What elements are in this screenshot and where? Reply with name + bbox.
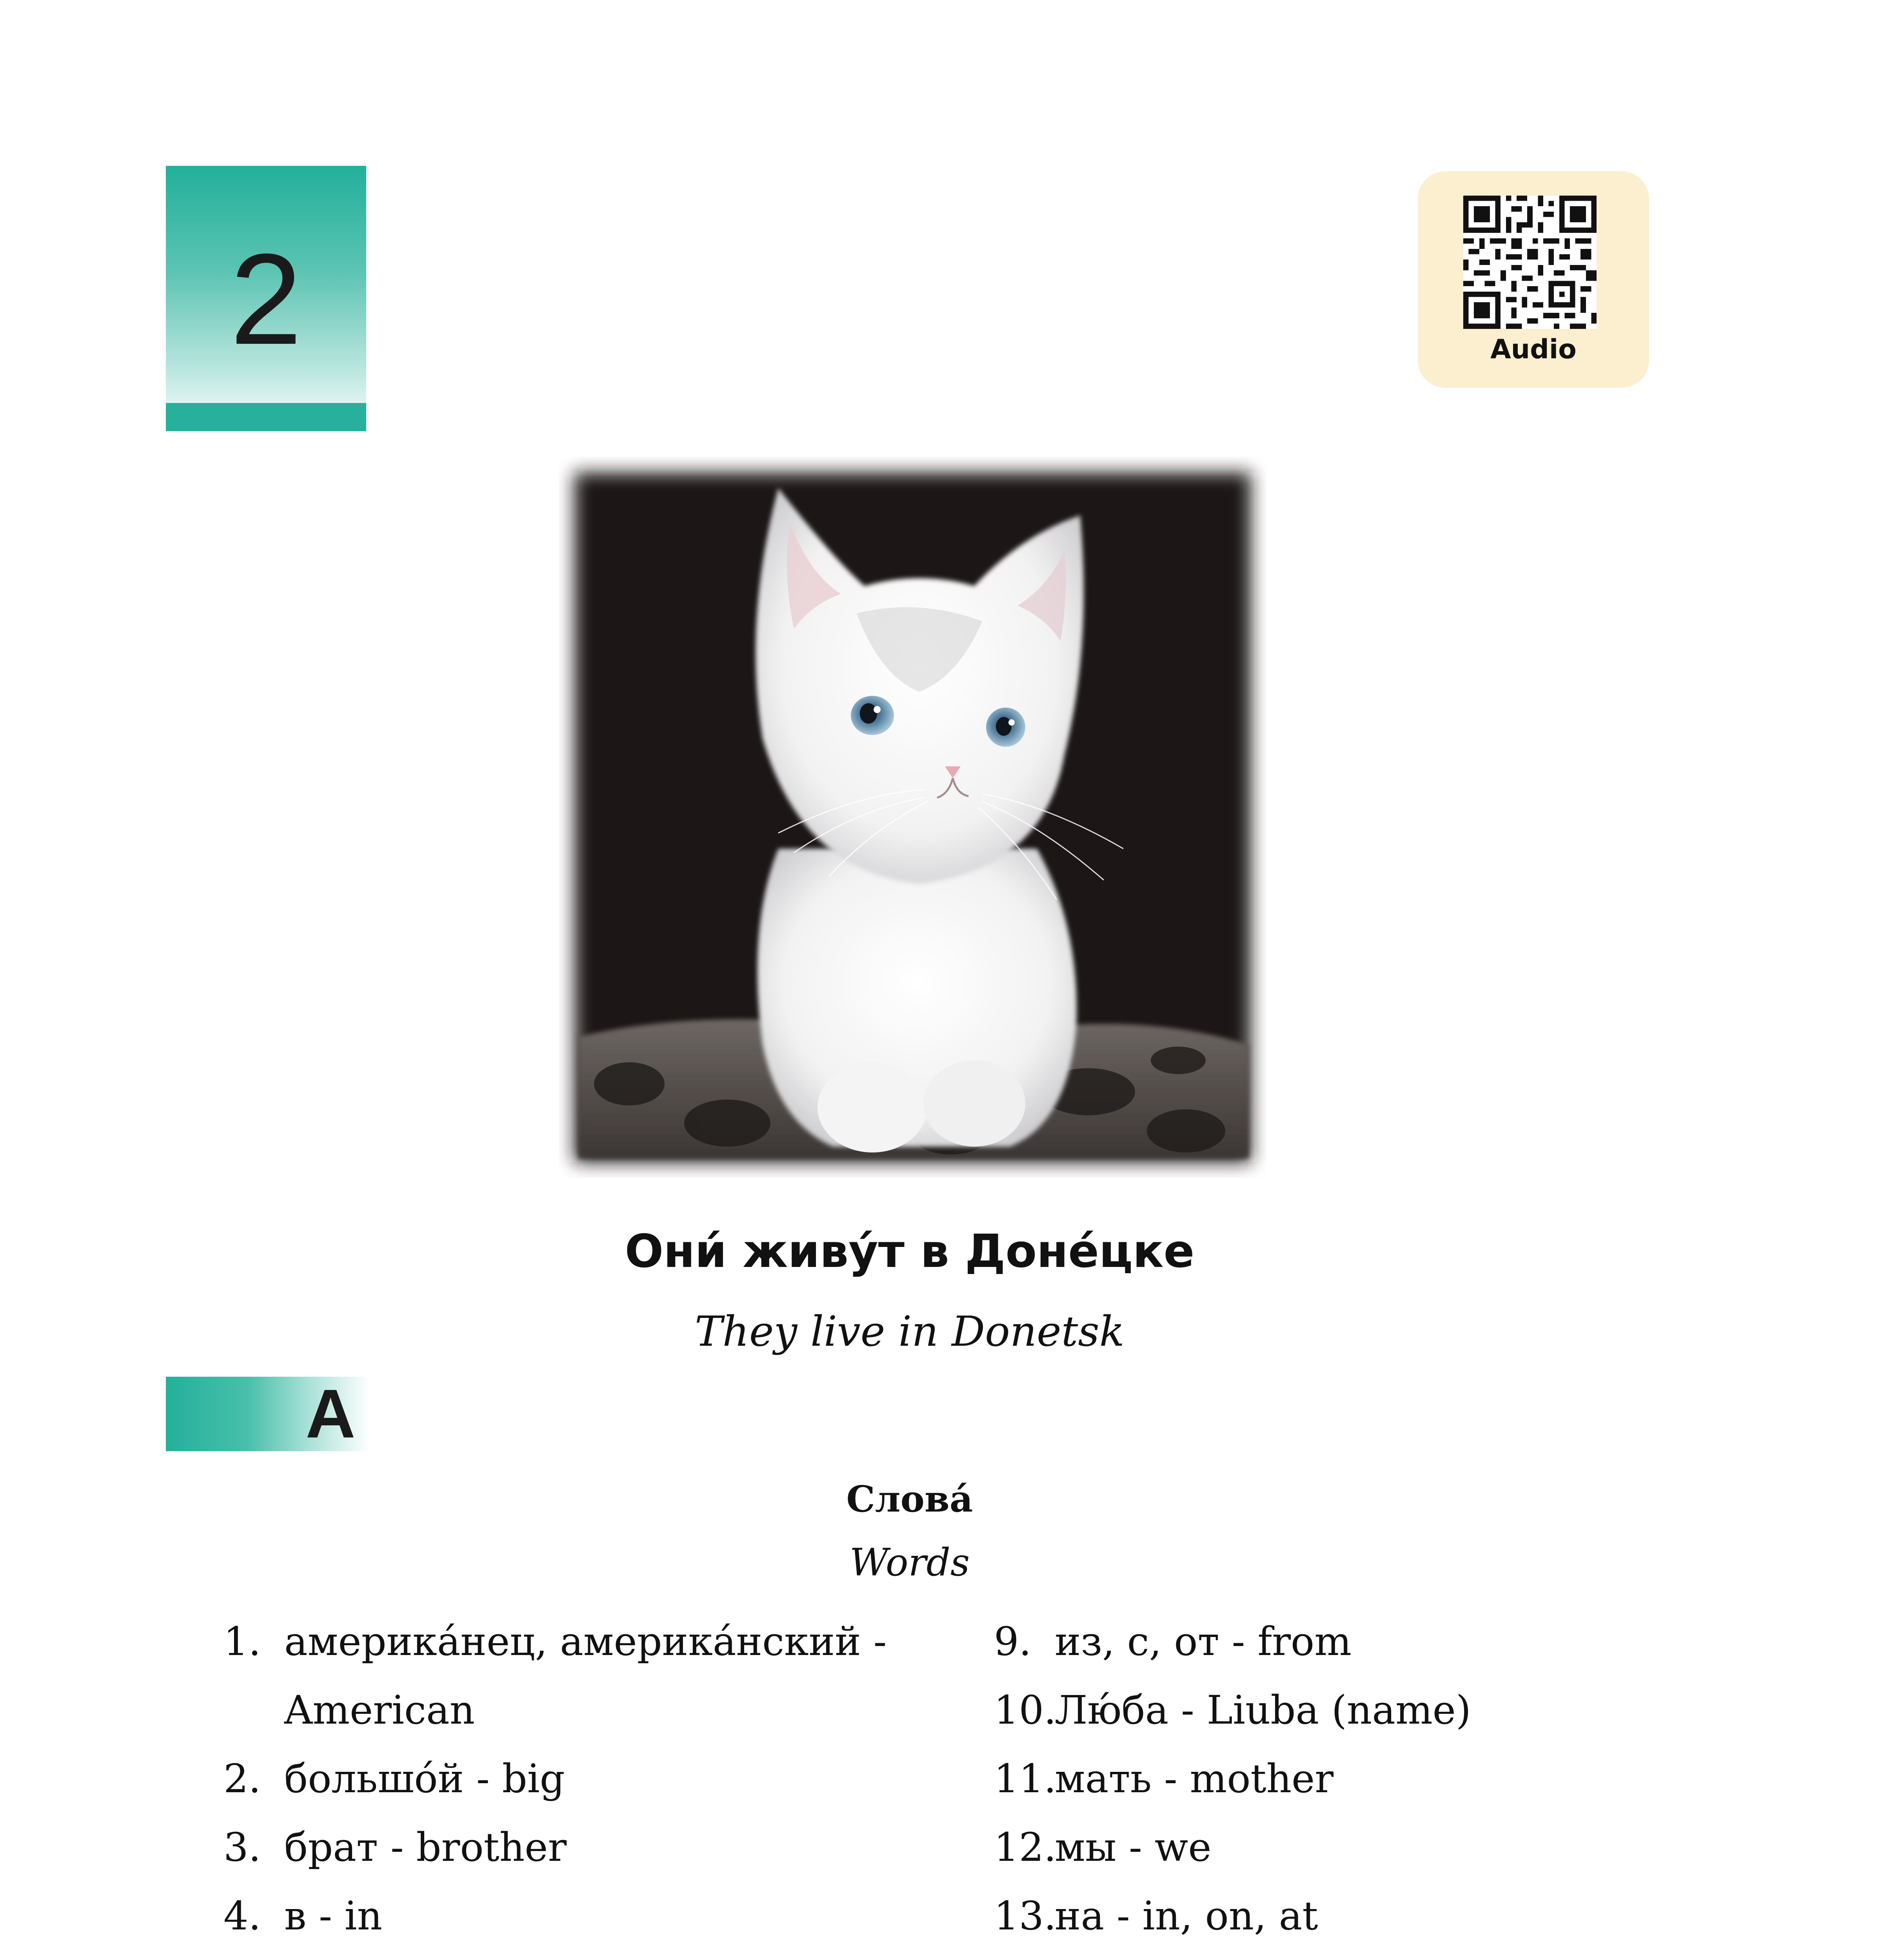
item-text: из, с, от - from xyxy=(1055,1619,1352,1664)
chapter-number: 2 xyxy=(230,227,302,371)
item-number: 2. xyxy=(223,1756,261,1802)
words-heading: Слова́ xyxy=(846,1478,973,1520)
lesson-subtitle: They live in Donetsk xyxy=(694,1307,1125,1356)
list-item xyxy=(223,1607,890,1744)
list-item xyxy=(223,1882,890,1950)
list-item xyxy=(994,1813,1660,1882)
item-number: 9. xyxy=(994,1619,1032,1664)
list-item xyxy=(994,1950,1660,1960)
item-number: 10. xyxy=(994,1687,1057,1733)
item-number: 1. xyxy=(223,1619,261,1664)
item-number: 11. xyxy=(994,1756,1057,1802)
chapter-badge xyxy=(166,166,366,431)
item-number: 12. xyxy=(994,1824,1057,1870)
audio-card[interactable] xyxy=(1418,171,1649,388)
words-subheading: Words xyxy=(849,1541,970,1584)
audio-label[interactable]: Audio xyxy=(1490,334,1577,365)
item-text: на - in, on, at xyxy=(1055,1893,1318,1939)
item-number: 3. xyxy=(223,1824,261,1870)
item-text: америка́нец, америка́нский - American xyxy=(284,1619,887,1733)
white-kitten-photo xyxy=(559,457,1266,1178)
item-number: 13. xyxy=(994,1893,1057,1939)
list-item xyxy=(223,1744,890,1813)
list-item xyxy=(994,1607,1660,1676)
item-text: большо́й - big xyxy=(284,1756,565,1802)
vocab-list-right xyxy=(994,1607,1660,1960)
item-text: брат - brother xyxy=(284,1824,567,1870)
item-text: мать - mother xyxy=(1055,1756,1334,1802)
list-item xyxy=(994,1744,1660,1813)
item-number xyxy=(994,1950,1056,1960)
item-text: мы - we xyxy=(1055,1824,1212,1870)
list-item xyxy=(223,1950,890,1960)
item-text: в - in xyxy=(284,1893,383,1939)
section-banner xyxy=(166,1377,370,1451)
list-item xyxy=(223,1813,890,1882)
vocab-list-left xyxy=(223,1607,890,1960)
item-number xyxy=(223,1950,261,1960)
list-item xyxy=(994,1882,1660,1950)
qr-code-icon[interactable] xyxy=(1463,196,1597,329)
item-number: 4. xyxy=(223,1893,261,1939)
chapter-badge-stripe xyxy=(166,403,366,431)
section-letter: A xyxy=(305,1376,356,1452)
item-text: Лю́ба - Liuba (name) xyxy=(1055,1687,1471,1733)
list-item xyxy=(994,1676,1660,1744)
lesson-title: Они́ живу́т в Доне́цке xyxy=(625,1225,1195,1278)
